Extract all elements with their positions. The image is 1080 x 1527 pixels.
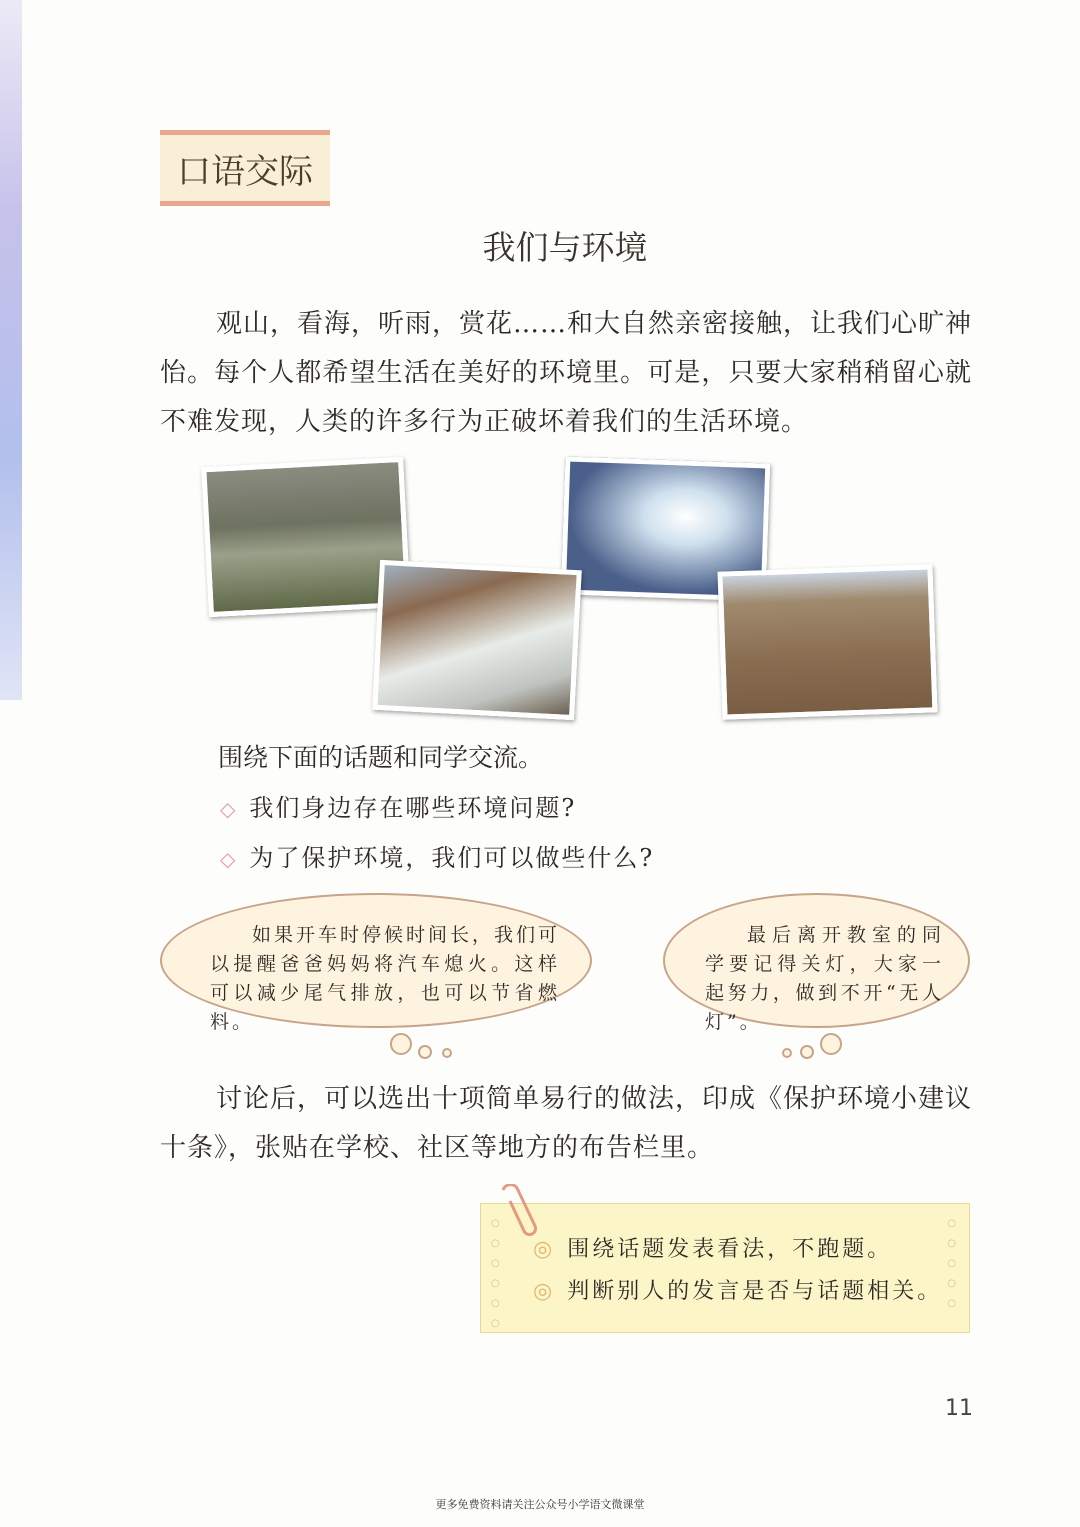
bubble-tail-dot — [800, 1045, 814, 1059]
note-holes: ○ ○ ○ ○ ○ — [947, 1218, 959, 1309]
speech-bubble-left: 如果开车时停候时间长，我们可以提醒爸爸妈妈将汽车熄火。这样可以减少尾气排放，也可以节省燃料。 — [160, 893, 592, 1028]
footer-note: 更多免费资料请关注公众号小学语文微课堂 — [435, 1498, 645, 1511]
question-text: 为了保护环境，我们可以做些什么? — [249, 844, 655, 872]
diamond-bullet-icon: ◇ — [220, 847, 238, 871]
note-holes: ○ ○ ○ ○ ○ ○ — [491, 1218, 503, 1329]
bubble-tail-dot — [390, 1033, 412, 1055]
circle-bullet-icon: ◎ — [533, 1237, 556, 1262]
question-text: 我们身边存在哪些环境问题? — [249, 794, 577, 822]
speech-bubble-right: 最后离开教室的同学要记得关灯，大家一起努力，做到不开“无人灯”。 — [663, 893, 970, 1028]
tip-text: 判断别人的发言是否与话题相关。 — [567, 1279, 943, 1304]
polluted-river-photo — [372, 560, 582, 720]
deforestation-photo — [717, 564, 937, 719]
question-item — [220, 838, 654, 873]
diamond-bullet-icon: ◇ — [220, 797, 238, 821]
bubble-tail-dot — [418, 1045, 432, 1059]
discussion-prompt: 围绕下面的话题和同学交流。 — [218, 743, 544, 772]
tip-text: 围绕话题发表看法，不跑题。 — [567, 1237, 893, 1262]
tip-item — [533, 1232, 892, 1263]
question-item — [220, 788, 576, 823]
bubble-tail-dot — [442, 1048, 452, 1058]
circle-bullet-icon: ◎ — [533, 1279, 556, 1304]
page-number: 11 — [945, 1396, 973, 1421]
page-edge-decoration — [0, 0, 22, 700]
paperclip-icon — [489, 1184, 539, 1236]
bubble-tail-dot — [782, 1048, 792, 1058]
tips-note — [480, 1203, 970, 1333]
lesson-tag: 口语交际 — [160, 130, 330, 206]
bubble-tail-dot — [820, 1033, 842, 1055]
page-title: 我们与环境 — [482, 228, 648, 267]
tip-item — [533, 1274, 942, 1305]
intro-paragraph: 观山，看海，听雨，赏花……和大自然亲密接触，让我们心旷神怡。每个人都希望生活在美好的环境里。可是，只要大家稍稍留心就不难发现，人类的许多行为正破坏着我们的生活环境。 — [160, 309, 973, 437]
conclusion-paragraph: 讨论后，可以选出十项简单易行的做法，印成《保护环境小建议十条》，张贴在学校、社区等地方的布告栏里。 — [160, 1084, 973, 1163]
